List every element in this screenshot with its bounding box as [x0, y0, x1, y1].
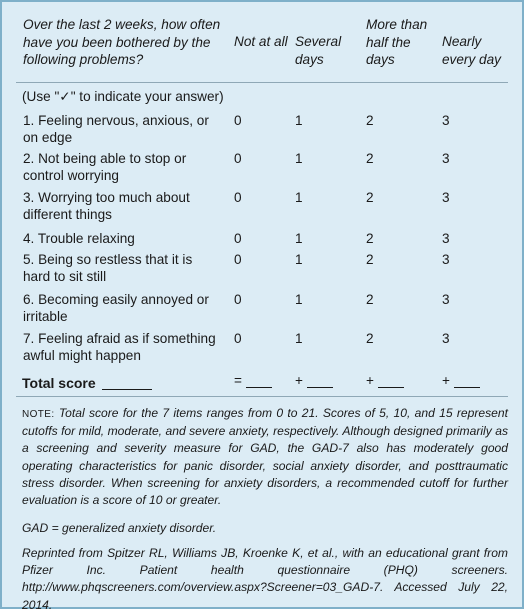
score-option[interactable]: 1	[295, 231, 303, 246]
table-row	[2, 112, 522, 152]
table-row	[2, 330, 522, 370]
sum-symbol: +	[366, 373, 374, 388]
score-option[interactable]: 2	[366, 252, 374, 267]
table-row	[2, 150, 522, 190]
note-paragraph	[22, 405, 508, 509]
table-header	[2, 12, 522, 80]
score-option[interactable]: 3	[442, 252, 450, 267]
score-option[interactable]: 1	[295, 331, 303, 346]
score-option[interactable]: 2	[366, 331, 374, 346]
sum-more-than-half	[366, 373, 404, 388]
note-label: NOTE:	[22, 409, 55, 420]
table-row	[2, 291, 522, 331]
sum-symbol: +	[442, 373, 450, 388]
score-option[interactable]: 2	[366, 292, 374, 307]
notes-divider	[16, 396, 508, 397]
col-not-at-all: Not at all	[234, 34, 288, 49]
item-label: 6. Becoming easily annoyed or irritable	[23, 292, 209, 324]
table-row	[2, 189, 522, 229]
sum-blank[interactable]	[307, 387, 333, 388]
score-option[interactable]: 2	[366, 190, 374, 205]
col-more-than-half: More than half the days	[366, 17, 428, 67]
score-option[interactable]: 0	[234, 190, 242, 205]
table-row	[2, 251, 522, 291]
item-label: 1. Feeling nervous, anxious, or on edge	[23, 113, 209, 145]
sum-nearly-every-day	[442, 373, 480, 388]
score-option[interactable]: 1	[295, 252, 303, 267]
score-option[interactable]: 3	[442, 190, 450, 205]
col-nearly-every-day: Nearly every day	[442, 34, 501, 67]
score-option[interactable]: 0	[234, 331, 242, 346]
score-option[interactable]: 1	[295, 190, 303, 205]
score-option[interactable]: 1	[295, 113, 303, 128]
note-text: Total score for the 7 items ranges from 0 to 21. Scores of 5, 10, and 15 represent cutoffs for mild, moderate, and severe anxiety, respectively. Although designed primarily as a screening and severity measure for GAD, the GAD-7 also has moderately good operating characteristics for panic disorder, social anxiety disorder, and posttraumatic stress disorder. When screening for anxiety disorders, a recommended cutoff for further evaluation is a score of 10 or greater.	[22, 406, 508, 508]
item-label: 4. Trouble relaxing	[23, 231, 135, 246]
score-option[interactable]: 0	[234, 252, 242, 267]
item-label: 3. Worrying too much about different things	[23, 190, 190, 222]
score-option[interactable]: 3	[442, 113, 450, 128]
instruction-text: (Use "✓" to indicate your answer)	[22, 89, 224, 104]
score-option[interactable]: 3	[442, 292, 450, 307]
header-divider	[16, 82, 508, 83]
score-option[interactable]: 0	[234, 292, 242, 307]
score-option[interactable]: 0	[234, 113, 242, 128]
score-option[interactable]: 0	[234, 151, 242, 166]
total-score-label	[22, 375, 152, 391]
sum-not-at-all	[234, 373, 272, 388]
col-several-days: Several days	[295, 34, 342, 67]
score-option[interactable]: 2	[366, 113, 374, 128]
sum-several-days	[295, 373, 333, 388]
score-option[interactable]: 3	[442, 331, 450, 346]
abbreviation-text: GAD = generalized anxiety disorder.	[22, 521, 217, 535]
sum-symbol: =	[234, 373, 242, 388]
item-label: 2. Not being able to stop or control worrying	[23, 151, 187, 183]
score-option[interactable]: 2	[366, 151, 374, 166]
sum-blank[interactable]	[378, 387, 404, 388]
question-header: Over the last 2 weeks, how often have you been bothered by the following problems?	[23, 17, 221, 67]
item-label: 5. Being so restless that it is hard to sit still	[23, 252, 193, 284]
sum-blank[interactable]	[246, 387, 272, 388]
score-option[interactable]: 1	[295, 292, 303, 307]
score-option[interactable]: 3	[442, 231, 450, 246]
score-option[interactable]: 3	[442, 151, 450, 166]
score-option[interactable]: 0	[234, 231, 242, 246]
sum-blank[interactable]	[454, 387, 480, 388]
sum-symbol: +	[295, 373, 303, 388]
total-score-blank[interactable]	[102, 389, 152, 390]
item-label: 7. Feeling afraid as if something awful might happen	[23, 331, 216, 363]
score-option[interactable]: 2	[366, 231, 374, 246]
reprint-citation: Reprinted from Spitzer RL, Williams JB, Kroenke K, et al., with an educational grant from Pfizer Inc. Patient health questionnaire (PHQ) screeners. http://www.phqscreeners.com/overview.aspx?Screener=03_GAD-7. Accessed July 22, 2014.	[22, 546, 508, 612]
score-option[interactable]: 1	[295, 151, 303, 166]
total-score-text: Total score	[22, 375, 96, 391]
